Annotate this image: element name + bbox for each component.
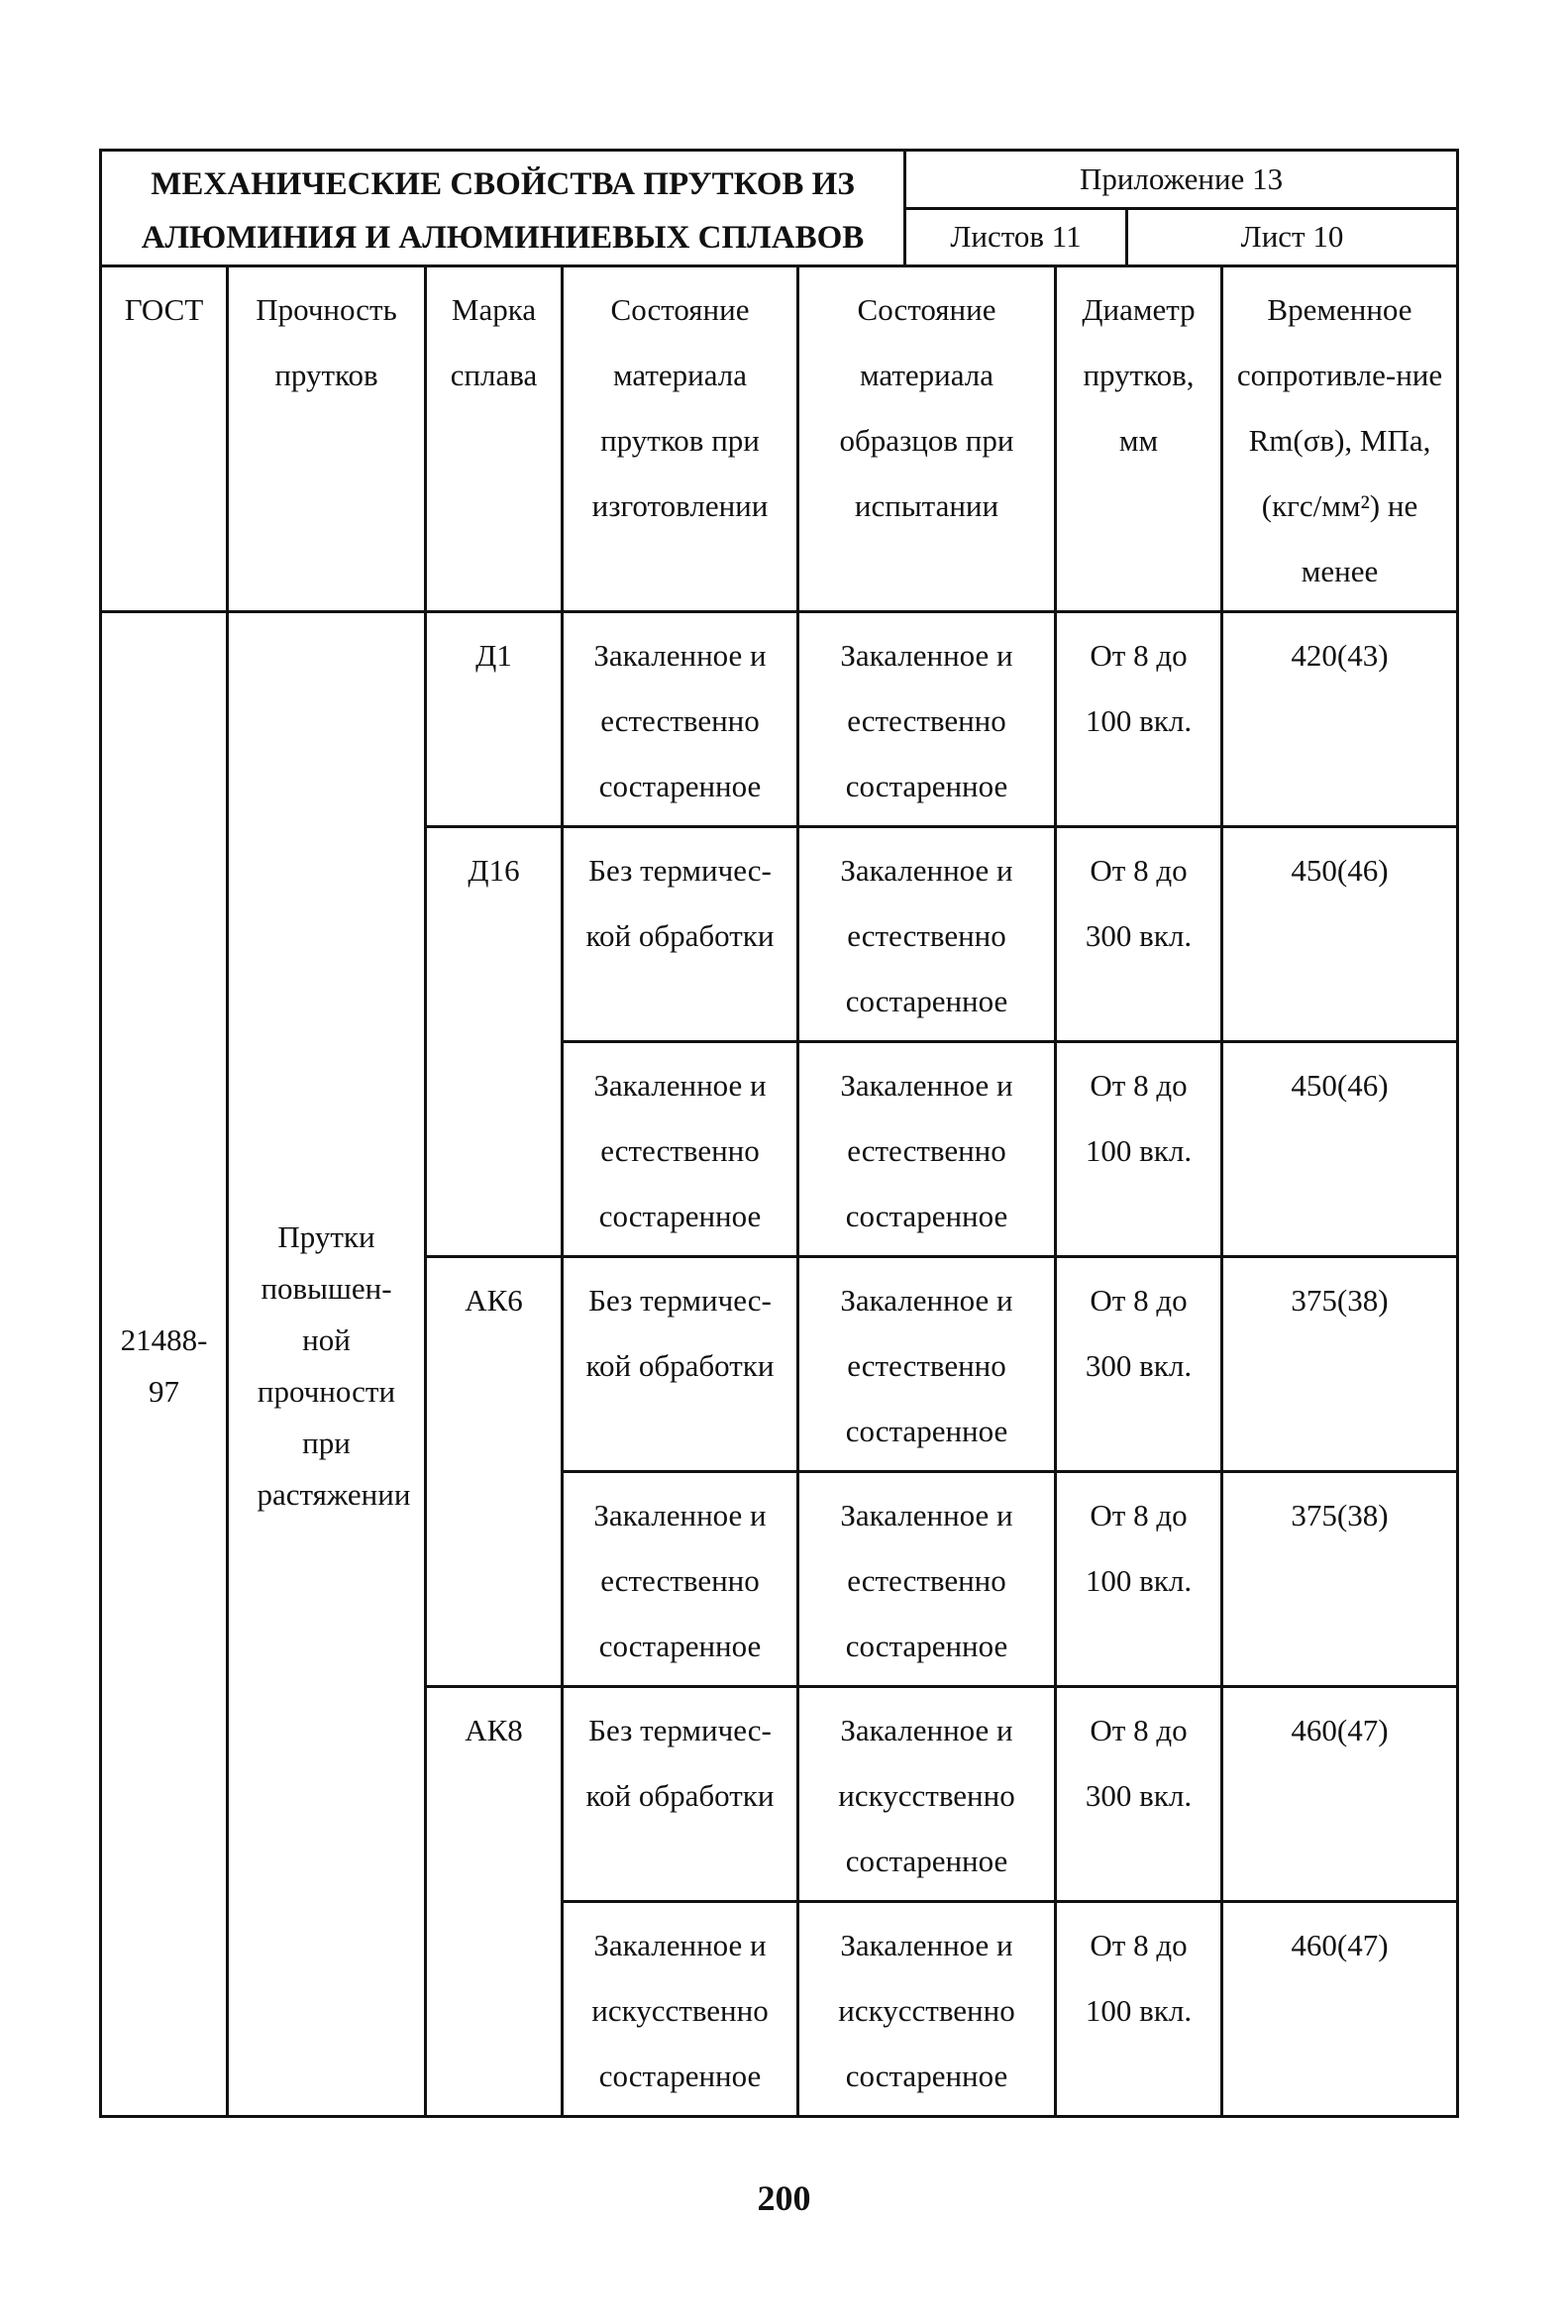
test-state-cell: Закаленное и естественно состаренное	[798, 1472, 1056, 1687]
sheet-number: Лист 10	[1127, 208, 1458, 266]
manufacture-state-cell: Закаленное и естественно состаренное	[563, 1042, 798, 1257]
diameter-cell: От 8 до 100 вкл.	[1056, 1472, 1222, 1687]
test-state-cell: Закаленное и искусственно состаренное	[798, 1902, 1056, 2117]
column-header: Временное сопротивле-ние Rm(σв), МПа, (кгс/мм²) не менее	[1222, 266, 1458, 612]
test-state-cell: Закаленное и естественно состаренное	[798, 1257, 1056, 1472]
test-state-cell: Закаленное и искусственно состаренное	[798, 1687, 1056, 1902]
manufacture-state-cell: Без термичес-кой обработки	[563, 1257, 798, 1472]
document-sheet	[99, 149, 1456, 2118]
page-number: 200	[757, 2178, 811, 2218]
diameter-cell: От 8 до 300 вкл.	[1056, 827, 1222, 1042]
properties-table	[99, 264, 1459, 2118]
grade-cell: Д1	[426, 612, 563, 827]
column-header: Диаметр прутков, мм	[1056, 266, 1222, 612]
title-line-1: МЕХАНИЧЕСКИЕ СВОЙСТВА ПРУТКОВ ИЗ	[151, 166, 855, 202]
column-header: Прочность прутков	[228, 266, 426, 612]
sheets-total: Листов 11	[905, 208, 1127, 266]
strength-class-text: Прутки повышен-ной прочности при растяжении	[257, 1219, 411, 1512]
document-title	[101, 151, 905, 266]
manufacture-state-cell: Закаленное и искусственно состаренное	[563, 1902, 798, 2117]
grade-cell: АК6	[426, 1257, 563, 1687]
document-header	[99, 149, 1459, 267]
column-header: Состояние материала прутков при изготовлении	[563, 266, 798, 612]
tensile-strength-cell: 420(43)	[1222, 612, 1458, 827]
tensile-strength-cell: 450(46)	[1222, 827, 1458, 1042]
manufacture-state-cell: Без термичес-кой обработки	[563, 1687, 798, 1902]
diameter-cell: От 8 до 300 вкл.	[1056, 1257, 1222, 1472]
diameter-cell: От 8 до 300 вкл.	[1056, 1687, 1222, 1902]
column-header: ГОСТ	[101, 266, 228, 612]
gost-cell: 21488-97	[101, 612, 228, 2117]
diameter-cell: От 8 до 100 вкл.	[1056, 1042, 1222, 1257]
tensile-strength-cell: 460(47)	[1222, 1687, 1458, 1902]
appendix-label: Приложение 13	[905, 151, 1458, 209]
test-state-cell: Закаленное и естественно состаренное	[798, 612, 1056, 827]
test-state-cell: Закаленное и естественно состаренное	[798, 1042, 1056, 1257]
manufacture-state-cell: Без термичес-кой обработки	[563, 827, 798, 1042]
manufacture-state-cell: Закаленное и естественно состаренное	[563, 1472, 798, 1687]
tensile-strength-cell: 375(38)	[1222, 1472, 1458, 1687]
tensile-strength-cell: 450(46)	[1222, 1042, 1458, 1257]
table-header-row	[101, 266, 1458, 612]
manufacture-state-cell: Закаленное и естественно состаренное	[563, 612, 798, 827]
tensile-strength-cell: 375(38)	[1222, 1257, 1458, 1472]
title-line-2: АЛЮМИНИЯ И АЛЮМИНИЕВЫХ СПЛАВОВ	[141, 220, 865, 256]
diameter-cell: От 8 до 100 вкл.	[1056, 612, 1222, 827]
tensile-strength-cell: 460(47)	[1222, 1902, 1458, 2117]
column-header: Состояние материала образцов при испытании	[798, 266, 1056, 612]
test-state-cell: Закаленное и естественно состаренное	[798, 827, 1056, 1042]
grade-cell: АК8	[426, 1687, 563, 2117]
table-row	[101, 612, 1458, 827]
column-header: Марка сплава	[426, 266, 563, 612]
grade-cell: Д16	[426, 827, 563, 1257]
strength-class-cell	[228, 612, 426, 2117]
diameter-cell: От 8 до 100 вкл.	[1056, 1902, 1222, 2117]
